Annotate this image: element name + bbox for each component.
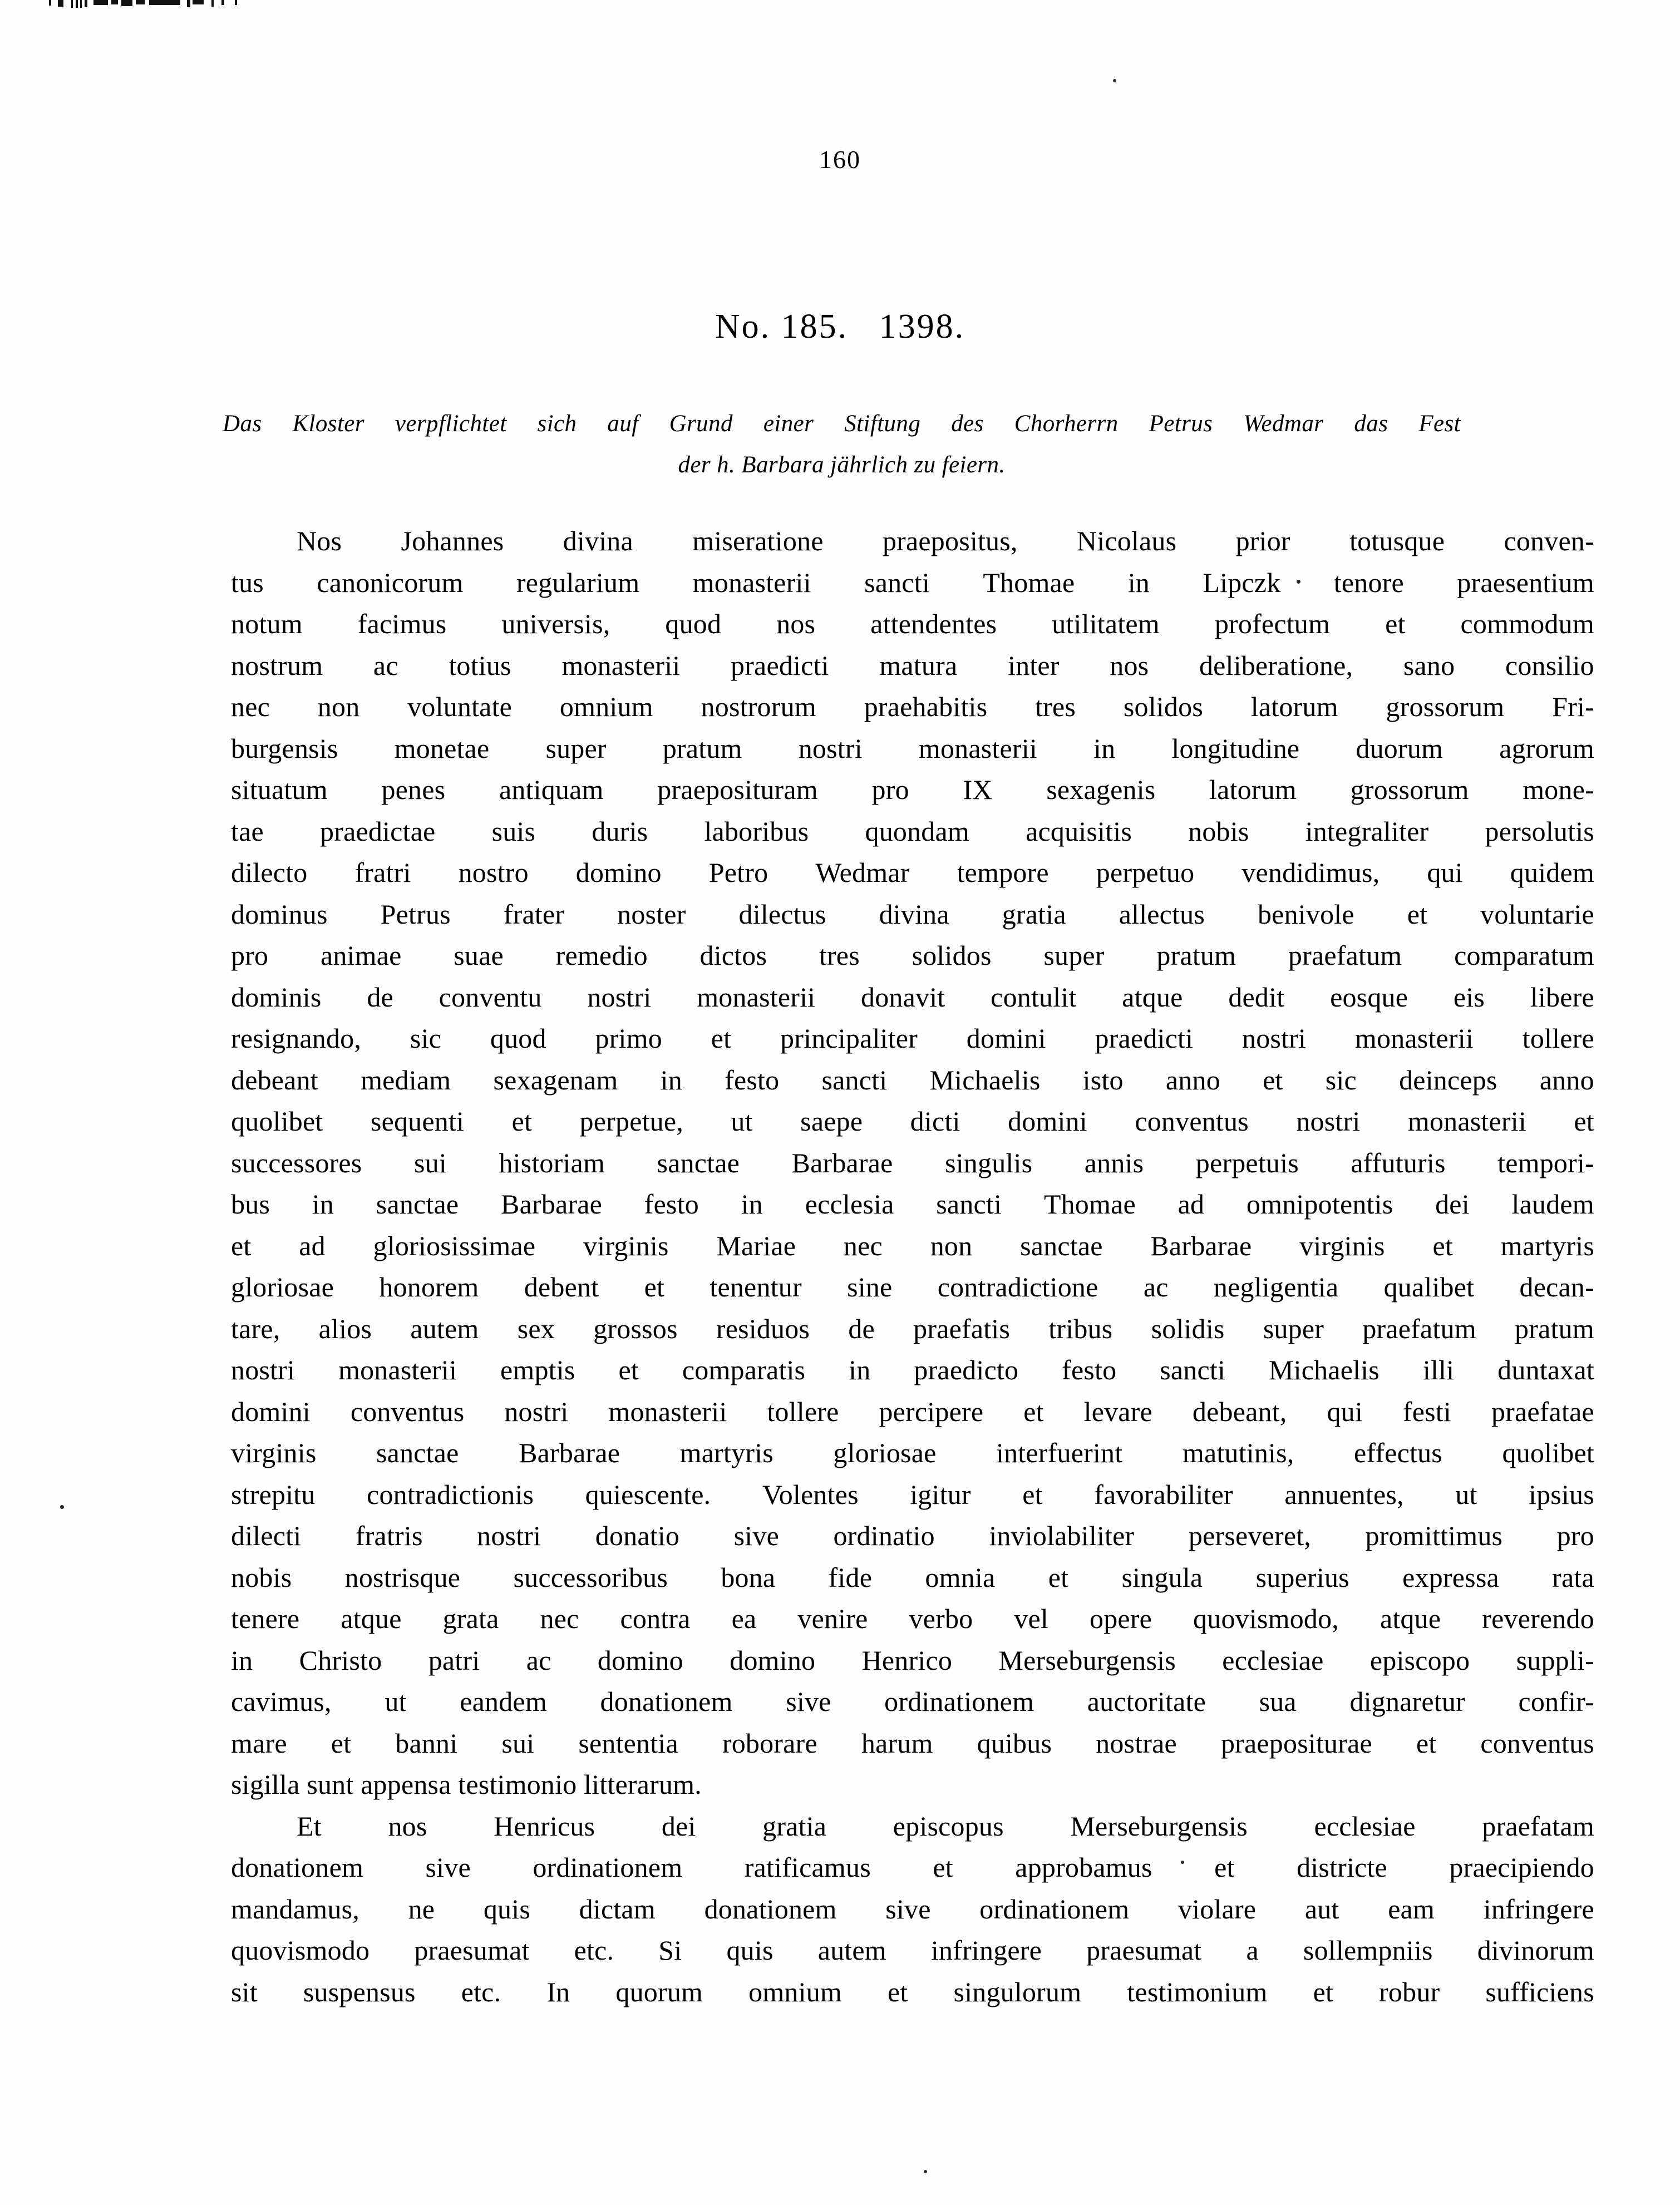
body-line: situatum penes antiquam praeposituram pro IX sexagenis latorum grossorum mone-	[231, 774, 1594, 805]
body-line: mandamus, ne quis dictam donationem sive ordinationem violare aut eam infringere	[231, 1893, 1594, 1925]
body-line: successores sui historiam sanctae Barbarae singulis annis perpetuis affuturis tempori-	[231, 1147, 1594, 1178]
regest-line-1: Das Kloster verpflichtet sich auf Grund einer Stiftung des Chorherrn Petrus Wedmar das Fest	[223, 411, 1461, 437]
body-line: nec non voluntate omnium nostrorum praehabitis tres solidos latorum grossorum Fri-	[231, 691, 1594, 722]
body-line: tare, alios autem sex grossos residuos de praefatis tribus solidis super praefatum pratum	[231, 1313, 1594, 1344]
body-line: Et nos Henricus dei gratia episcopus Merseburgensis ecclesiae praefatam	[297, 1810, 1594, 1842]
body-line: quovismodo praesumat etc. Si quis autem infringere praesumat a sollempniis divinorum	[231, 1935, 1594, 1966]
body-line: tae praedictae suis duris laboribus quondam acquisitis nobis integraliter persolutis	[231, 815, 1594, 847]
scan-speck	[1113, 79, 1116, 82]
body-line: donationem sive ordinationem ratificamus et approbamus et districte praecipiendo	[231, 1852, 1594, 1883]
body-line: notum facimus universis, quod nos attendentes utilitatem profectum et commodum	[231, 608, 1594, 639]
page-number: 160	[819, 145, 861, 174]
body-line: domini conventus nostri monasterii tollere percipere et levare debeant, qui festi praefatae	[231, 1395, 1594, 1427]
body-line: resignando, sic quod primo et principaliter domini praedicti nostri monasterii tollere	[231, 1023, 1594, 1054]
body-line: nobis nostrisque successoribus bona fide omnia et singula superius expressa rata	[231, 1561, 1594, 1593]
body-line: dilecti fratris nostri donatio sive ordinatio inviolabiliter perseveret, promittimus pro	[231, 1520, 1594, 1551]
scan-edge-artifact	[0, 0, 1680, 14]
document-heading: No. 185. 1398.	[715, 308, 965, 346]
body-line: mare et banni sui sententia roborare harum quibus nostrae praepositurae et conventus	[231, 1727, 1594, 1759]
body-line: dilecto fratri nostro domino Petro Wedmar tempore perpetuo vendidimus, qui quidem	[231, 857, 1594, 888]
body-line: dominus Petrus frater noster dilectus divina gratia allectus benivole et voluntarie	[231, 898, 1594, 930]
body-line: et ad gloriosissimae virginis Mariae nec non sanctae Barbarae virginis et martyris	[231, 1230, 1594, 1261]
body-line: dominis de conventu nostri monasterii donavit contulit atque dedit eosque eis libere	[231, 981, 1594, 1013]
scan-speck	[924, 2170, 927, 2173]
body-line: nostrum ac totius monasterii praedicti matura inter nos deliberatione, sano consilio	[231, 649, 1594, 681]
body-line: bus in sanctae Barbarae festo in ecclesia sancti Thomae ad omnipotentis dei laudem	[231, 1188, 1594, 1220]
body-line: Nos Johannes divina miseratione praepositus, Nicolaus prior totusque conven-	[297, 525, 1594, 556]
body-line: gloriosae honorem debent et tenentur sine contradictione ac negligentia qualibet decan-	[231, 1271, 1594, 1303]
document-body	[231, 520, 1594, 2012]
body-line: debeant mediam sexagenam in festo sancti Michaelis isto anno et sic deinceps anno	[231, 1064, 1594, 1096]
regest-line-2: der h. Barbara jährlich zu feiern.	[678, 452, 1006, 478]
body-line: quolibet sequenti et perpetue, ut saepe dicti domini conventus nostri monasterii et	[231, 1106, 1594, 1137]
body-line: cavimus, ut eandem donationem sive ordinationem auctoritate sua dignaretur confir-	[231, 1686, 1594, 1717]
body-line: sigilla sunt appensa testimonio litterarum.	[231, 1769, 702, 1800]
body-line: burgensis monetae super pratum nostri monasterii in longitudine duorum agrorum	[231, 732, 1594, 764]
body-line: tenere atque grata nec contra ea venire verbo vel opere quovismodo, atque reverendo	[231, 1603, 1594, 1634]
body-line: virginis sanctae Barbarae martyris gloriosae interfuerint matutinis, effectus quolibet	[231, 1437, 1594, 1468]
body-line: nostri monasterii emptis et comparatis in praedicto festo sancti Michaelis illi duntaxat	[231, 1354, 1594, 1385]
body-line: pro animae suae remedio dictos tres solidos super pratum praefatum comparatum	[231, 940, 1594, 971]
body-line: tus canonicorum regularium monasterii sancti Thomae in Lipczk tenore praesentium	[231, 566, 1594, 598]
document-regest	[223, 403, 1461, 486]
body-line: strepitu contradictionis quiescente. Volentes igitur et favorabiliter annuentes, ut ipsius	[231, 1478, 1594, 1510]
scan-speck	[60, 1505, 64, 1509]
body-line: sit suspensus etc. In quorum omnium et singulorum testimonium et robur sufficiens	[231, 1976, 1594, 2007]
body-line: in Christo patri ac domino domino Henrico Merseburgensis ecclesiae episcopo suppli-	[231, 1644, 1594, 1676]
